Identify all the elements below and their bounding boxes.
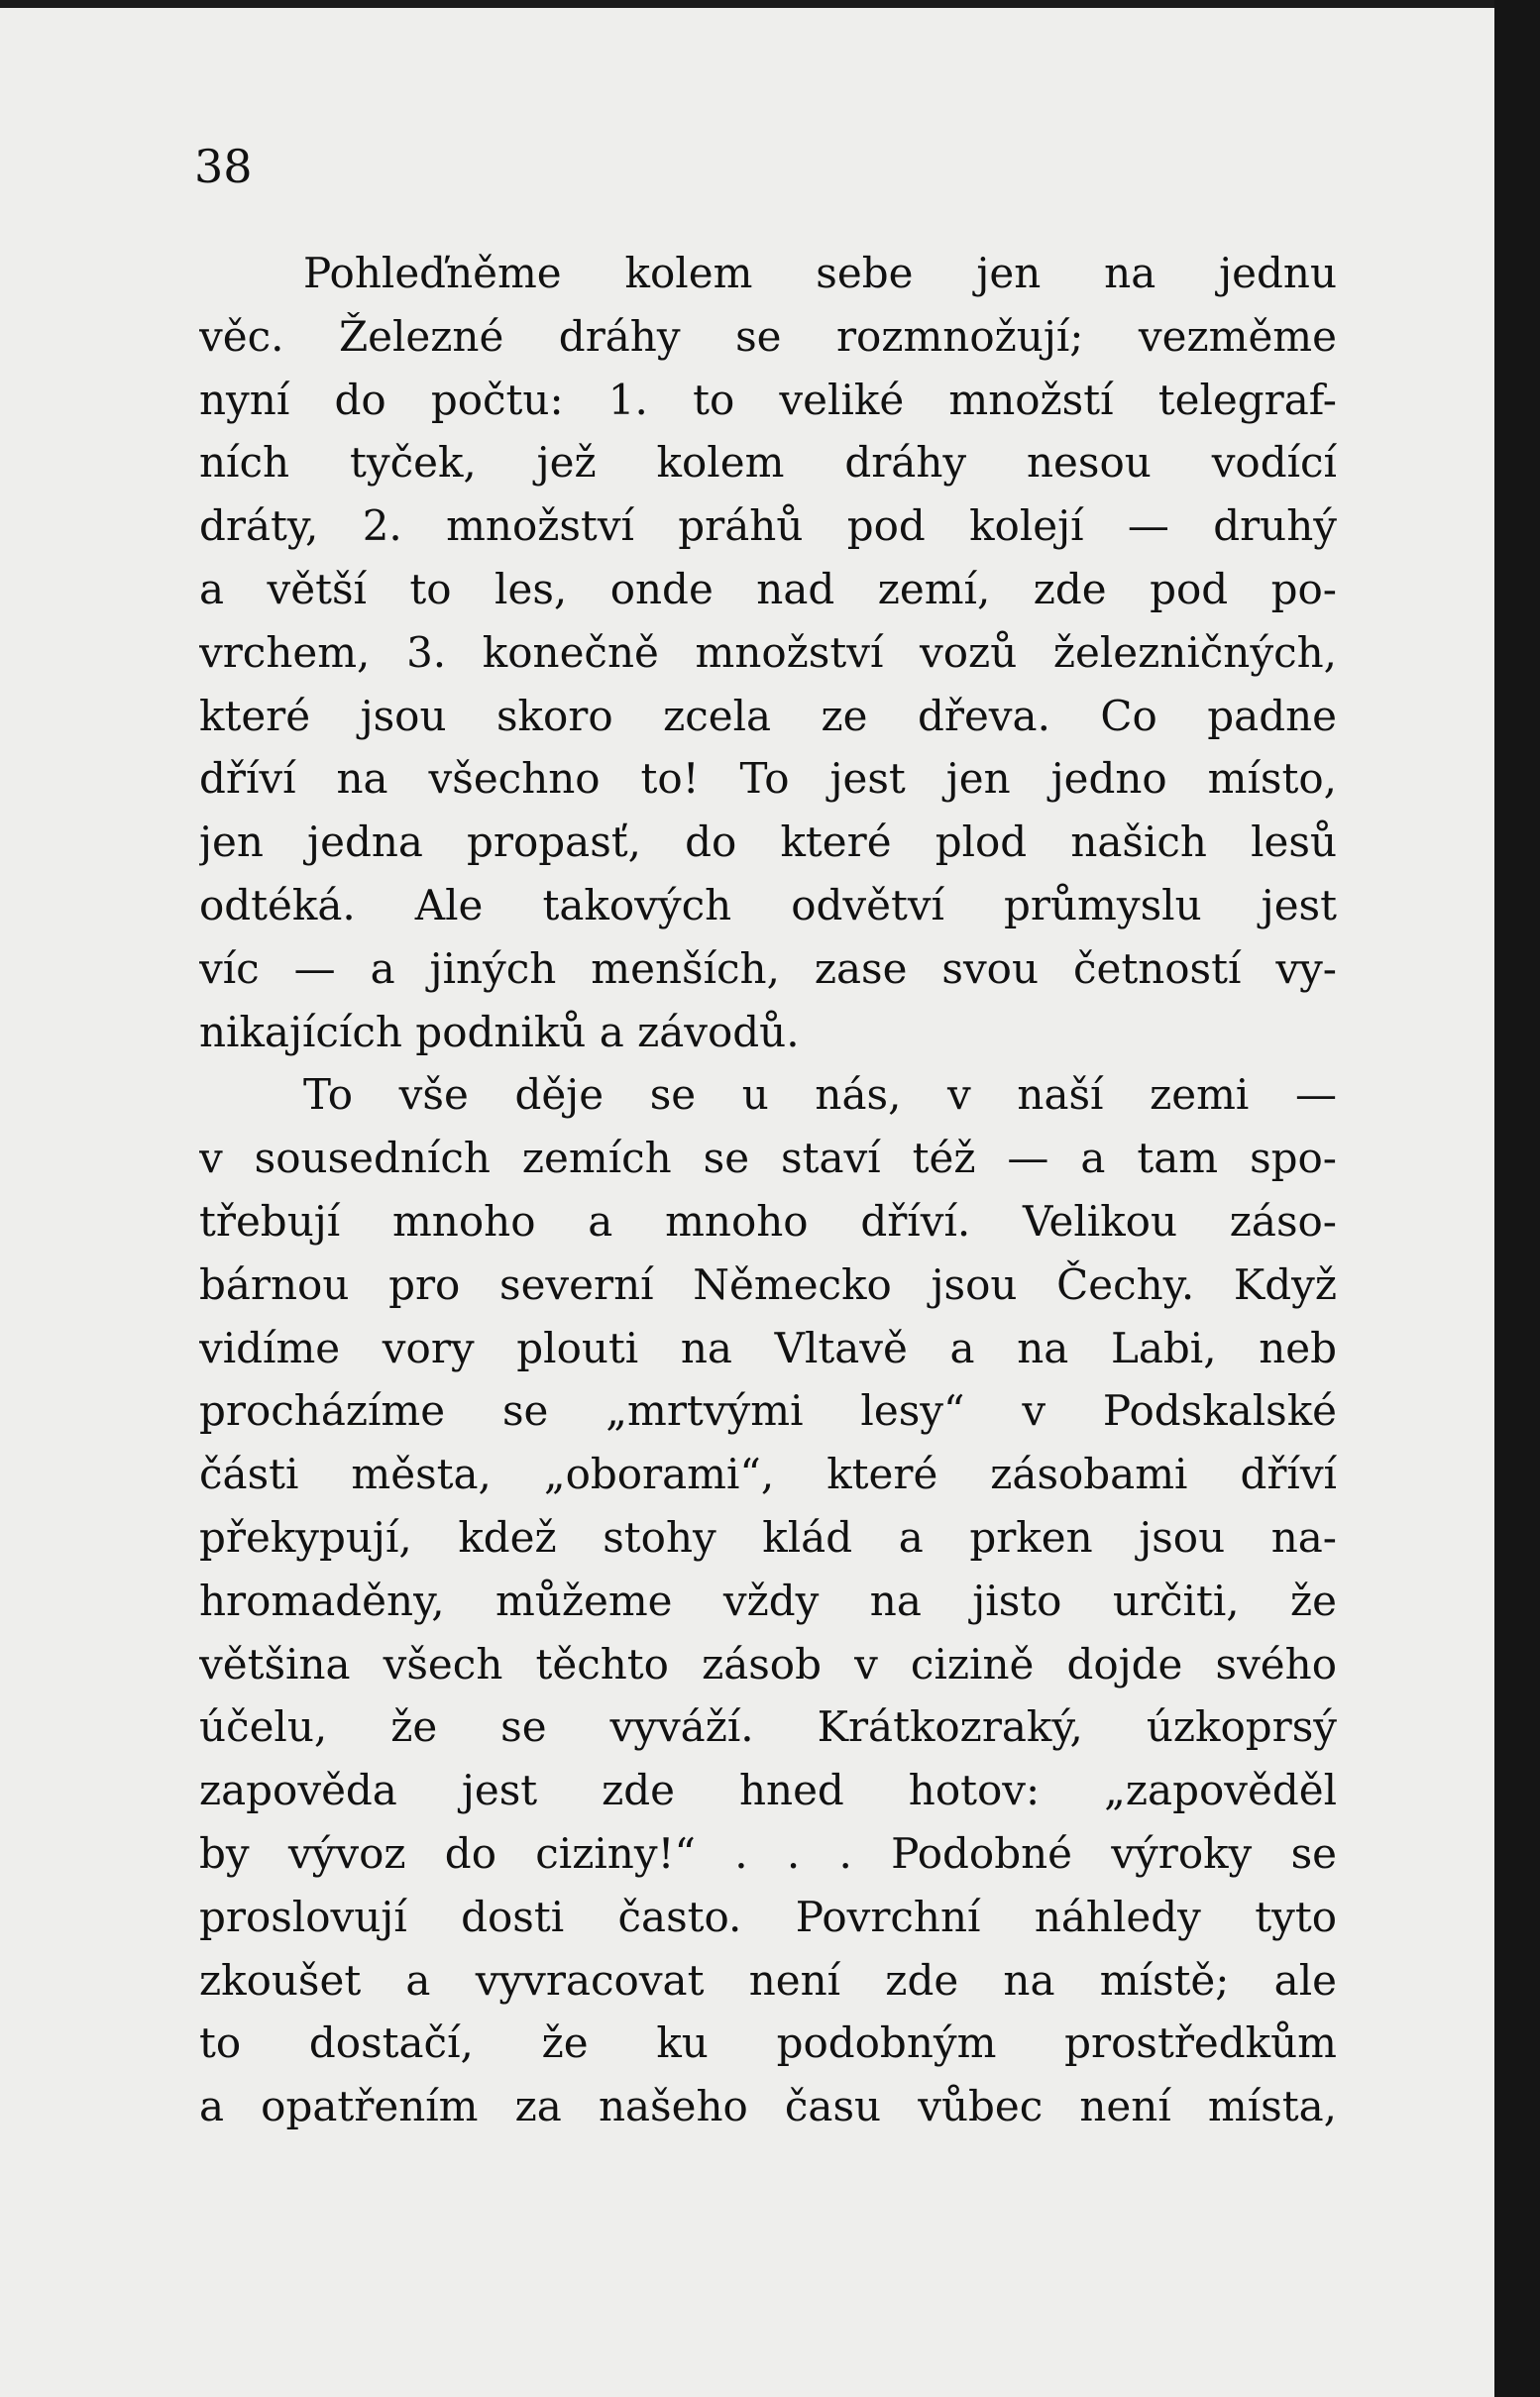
text-line: zkoušet a vyvracovat není zde na místě; ale [199, 1955, 1337, 2005]
text-line: vrchem, 3. konečně množství vozů železničných, [199, 627, 1337, 677]
text-line: hromaděny, můžeme vždy na jisto určiti, že [199, 1576, 1337, 1625]
text-line: většina všech těchto zásob v cizině dojde svého [199, 1639, 1337, 1689]
text-line: jen jedna propasť, do které plod našich lesů [199, 817, 1337, 867]
text-line: účelu, že se vyváží. Krátkozraký, úzkoprsý [199, 1702, 1337, 1752]
text-line: procházíme se „mrtvými lesy“ v Podskalské [199, 1386, 1337, 1436]
body-text [199, 242, 1337, 2138]
text-line: vidíme vory plouti na Vltavě a na Labi, neb [199, 1323, 1337, 1372]
text-line: nyní do počtu: 1. to veliké množstí telegraf- [199, 375, 1337, 424]
text-line: věc. Železné dráhy se rozmnožují; vezměme [199, 311, 1337, 361]
text-line: víc — a jiných menších, zase svou četností vy- [199, 943, 1337, 993]
book-spine-edge [1494, 0, 1540, 2397]
text-line: proslovují dosti často. Povrchní náhledy tyto [199, 1892, 1337, 1941]
text-line: odtéká. Ale takových odvětví průmyslu jest [199, 880, 1337, 929]
text-line: to dostačí, že ku podobným prostředkům [199, 2018, 1337, 2068]
book-page [0, 8, 1494, 2397]
text-line: dráty, 2. množství práhů pod kolejí — druhý [199, 501, 1337, 551]
page-number: 38 [194, 140, 253, 193]
text-line: třebují mnoho a mnoho dříví. Velikou záso- [199, 1196, 1337, 1246]
text-line: zapověda jest zde hned hotov: „zapověděl [199, 1766, 1337, 1815]
text-line: a větší to les, onde nad zemí, zde pod po- [199, 564, 1337, 613]
text-line: Pohleďněme kolem sebe jen na jednu [303, 249, 1337, 297]
text-line: by vývoz do ciziny!“ . . . Podobné výroky se [199, 1828, 1337, 1878]
text-line: a opatřením za našeho času vůbec není místa, [199, 2082, 1337, 2131]
text-line: bárnou pro severní Německo jsou Čechy. Když [199, 1259, 1337, 1309]
text-line: v sousedních zemích se staví též — a tam spo- [199, 1134, 1337, 1183]
text-line: To vše děje se u nás, v naší zemi — [303, 1070, 1337, 1120]
text-line: ních tyček, jež kolem dráhy nesou vodící [199, 438, 1337, 488]
text-line: které jsou skoro zcela ze dřeva. Co padne [199, 691, 1337, 740]
text-line: dříví na všechno to! To jest jen jedno místo, [199, 754, 1337, 804]
text-line: překypují, kdež stohy klád a prken jsou na- [199, 1512, 1337, 1562]
text-line: nikajících podniků a závodů. [199, 1007, 800, 1056]
text-line: části města, „oborami“, které zásobami dříví [199, 1450, 1337, 1499]
